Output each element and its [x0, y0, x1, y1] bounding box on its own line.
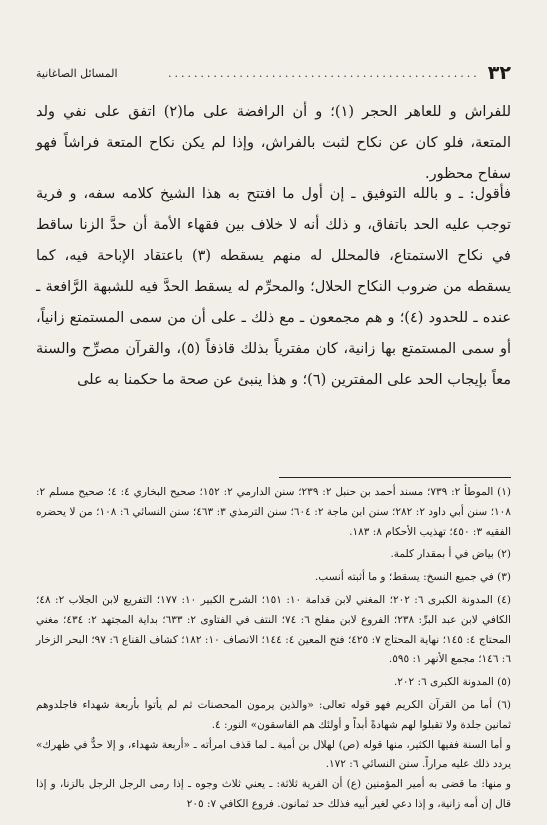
body-paragraph-1: للفراش و للعاهر الحجر (١)؛ و أن الرافضة على ما(٢) اتفق على نفي ولد المتعة، فلو كان عن نكاح لثبت بالفراش، وإذا لم يكن نكاح المتعة فراشاً فهو سفاح محظور.: [36, 104, 511, 182]
footnote-6-continuation: و أما السنة ففيها الكثير، منها قوله (ص) لهلال بن أمية ـ لما قذف امرأته ـ «أربعة شهداء، و إلا حدٌّ في ظهرك» يردد ذلك عليه مراراً. سنن النسائي ٦: ١٧٢.: [36, 738, 511, 771]
footnote-5: (٥) المدونة الكبرى ٦: ٢٠٢.: [393, 676, 511, 689]
footnote-4: (٤) المدونة الكبرى ٦: ٢٠٢؛ المغني لابن قدامة ١٠: ١٥١؛ الشرح الكبير ١٠: ١٧٧؛ التفريع لابن الجلاب ٢: ٤٨؛ الكافي لابن عبد البرِّ: ٢٣٨؛ الفروع لابن مفلح ٦: ٧٤؛ النتف في الفتاوى ٢: ٦٣٣؛ بداية المجتهد ٢: ٤٣٤؛ مغني المحتاج ٤: ١٤٥؛ نهاية المحتاج ٧: ٤٢٥؛ فتح المعين ٤: ١٤٤؛ الانصاف ١٠: ١٨٢؛ كشاف القناع ٦: ٩٧؛ البحر الزخار ٦: ١٤٦؛ مجمع الأنهر ١: ٥٩٥.: [36, 593, 512, 666]
running-header: [36, 60, 511, 86]
footnotes: [36, 483, 511, 815]
footnote-1: (١) الموطأ ٢: ٧٣٩؛ مسند أحمد بن حنبل ٢: ٢٣٩؛ سنن الدارمي ٢: ١٥٢؛ صحيح البخاري ٤: ٤؛ صحيح مسلم ٢: ١٠٨؛ سنن أبي داود ٢: ٢٨٢؛ سنن ابن ماجة ٢: ٦٠٤؛ سنن الترمذي ٣: ٤٦٣؛ سنن النسائي ٦: ١٠٨؛ من لا يحضره الفقيه ٣: ٤٥٠؛ تهذيب الأحكام ٨: ١٨٣.: [36, 486, 511, 538]
footnote-3: (٣) في جميع النسخ: يسقط؛ و ما أثبته أنسب.: [314, 571, 511, 584]
page-number: ٣٢: [487, 62, 511, 84]
footnote-separator: [279, 477, 511, 478]
footnote-6-continuation-2: و منها: ما قضى به أمير المؤمنين (ع) أن الفرية ثلاثة: ـ يعني ثلاث وجوه ـ إذا رمى الرجل الرجل بالزنا، و إذا قال إن أمه زانية، و إذا دعي لغير أبيه فذلك حد ثمانون. فروع الكافي ٧: ٢٠٥: [36, 778, 511, 810]
body-paragraph-2: فأقول: ـ و بالله التوفيق ـ إن أول ما افتتح به هذا الشيخ كلامه سفه، و فرية توجب عليه الحد باتفاق، و ذلك أنه لا خلاف بين فقهاء الأمة أن حدَّ الزنا ساقط في نكاح الاستمتاع، فالمحلل له منهم يسقطه (٣) باعتقاد الإباحة فيه، كما يسقطه من ضروب النكاح الحلال؛ والمحرِّم له يسقط الحدَّ فيه للشبهة الرَّافعة ـ عنده ـ للحدود (٤)؛ و هم مجمعون ـ مع ذلك ـ على أن من سمى المستمتع زانياً، أو سمى المستمتع بها زانية، كان مفترياً بذلك قاذفاً (٥)، والقرآن مصرِّح والسنة معاً بإيجاب الحد على المفترين (٦)؛ و هذا ينبئ عن صحة ما حكمنا به على: [36, 186, 511, 388]
header-dot-leader: ................................................: [167, 66, 480, 80]
footnote-2: (٢) بياض في أ بمقدار كلمة.: [390, 548, 511, 561]
footnote-6: (٦) أما من القرآن الكريم فهو قوله تعالى: «والذين يرمون المحصنات ثم لم يأتوا بأربعة شهداء فاجلدوهم ثمانين جلدة ولا تقبلوا لهم شهادةً أبداً و أولئك هم الفاسقون» النور: ٤.: [36, 698, 511, 731]
running-title: المسائل الصاغانية: [36, 66, 118, 80]
